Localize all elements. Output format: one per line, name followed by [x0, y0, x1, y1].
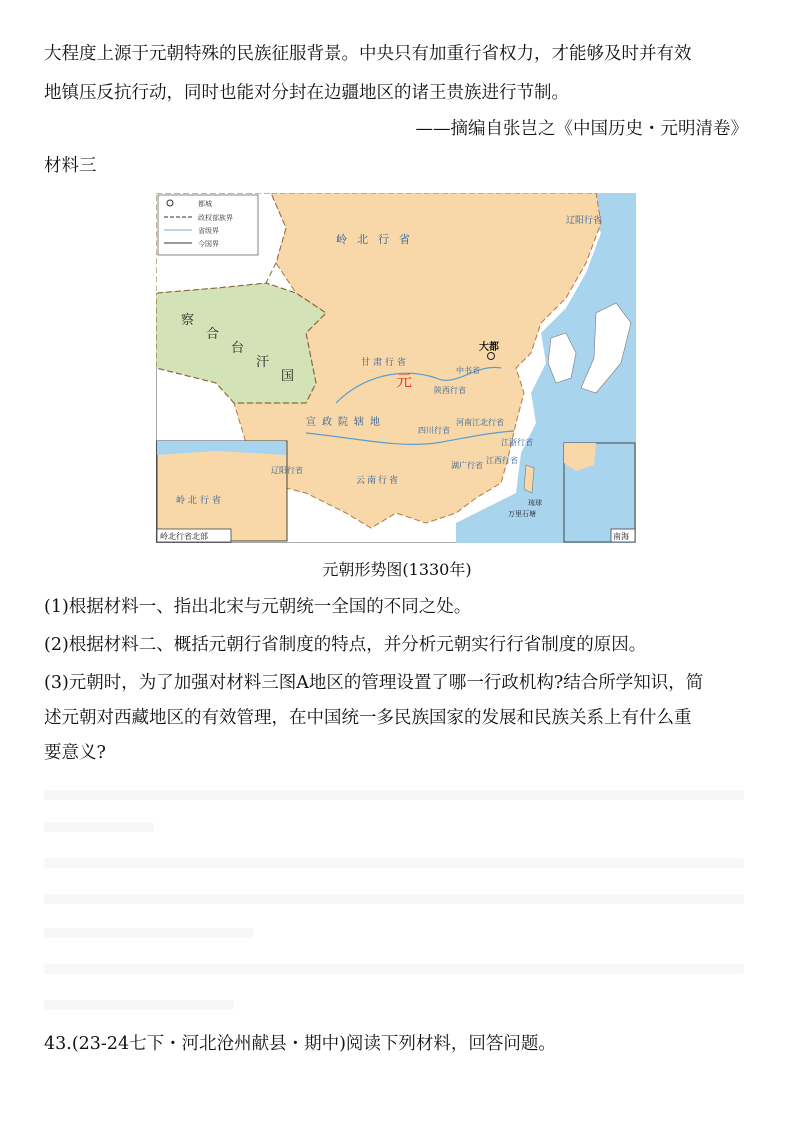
label-chagatai-2: 合 [206, 327, 220, 342]
question-43-heading: 43.(23-24七下・河北沧州献县・期中)阅读下列材料，回答问题。 [44, 1034, 556, 1054]
label-huguang: 湖广行省 [451, 461, 483, 470]
inset-title: 岭北行省北部 [160, 532, 208, 541]
label-wanli: 万里石塘 [508, 510, 536, 518]
label-chagatai-5: 国 [281, 369, 295, 384]
legend-division: 政权部族界 [198, 214, 233, 222]
label-liaoyang: 辽阳行省 [566, 216, 603, 226]
label-chagatai-3: 台 [231, 341, 245, 356]
faded-answer-block [44, 928, 254, 938]
label-dadu: 大都 [479, 342, 499, 353]
faded-answer-block [44, 790, 744, 800]
label-lingbei: 岭北行省 [336, 233, 420, 246]
legend-modern: 今国界 [198, 240, 219, 248]
question-3-line-3: 要意义? [44, 743, 106, 763]
taiwan-island [524, 465, 534, 493]
map-caption: 元朝形势图(1330年) [322, 560, 472, 579]
material-heading: 材料三 [44, 156, 97, 176]
label-jiangxi: 江西行省 [486, 456, 518, 465]
question-3-line-2: 述元朝对西藏地区的有效管理，在中国统一多民族国家的发展和民族关系上有什么重 [44, 708, 692, 728]
label-xuanzheng: 宣政院辖地 [306, 417, 386, 428]
label-jiangzhe: 江浙行省 [501, 438, 533, 447]
inset-nanhai-label: 南海 [613, 532, 629, 541]
paragraph-line-1: 大程度上源于元朝特殊的民族征服背景。中央只有加重行省权力，才能够及时并有效 [44, 44, 692, 64]
paragraph-line-2: 地镇压反抗行动，同时也能对分封在边疆地区的诸王贵族进行节制。 [44, 83, 569, 103]
inset-label-lingbei: 岭北行省 [176, 496, 225, 506]
label-sichuan: 四川行省 [418, 426, 450, 435]
label-yuan: 元 [396, 371, 413, 390]
inset-lingbei-north [157, 441, 287, 541]
question-1: (1)根据材料一、指出北宋与元朝统一全国的不同之处。 [44, 597, 472, 617]
label-chagatai-1: 察 [181, 313, 195, 328]
yuan-dynasty-map [156, 193, 636, 543]
inset-label-liaoyang: 辽阳行省 [271, 466, 303, 475]
label-shaanxi: 陕西行省 [434, 386, 466, 395]
label-yunnan: 云南行省 [356, 476, 401, 486]
legend-province: 省级界 [198, 227, 219, 235]
label-ryukyu: 琉球 [528, 499, 542, 507]
faded-answer-block [44, 964, 744, 974]
question-2: (2)根据材料二、概括元朝行省制度的特点，并分析元朝实行行省制度的原因。 [44, 635, 647, 655]
label-henan: 河南江北行省 [456, 418, 504, 427]
faded-answer-block [44, 894, 744, 904]
label-zhongshu: 中书省 [456, 366, 480, 375]
faded-answer-block [44, 1000, 234, 1010]
label-gansu: 甘肃行省 [361, 358, 410, 368]
legend-capital: 都城 [198, 200, 212, 208]
question-3-line-1: (3)元朝时，为了加强对材料三图A地区的管理设置了哪一行政机构?结合所学知识，简 [44, 673, 704, 693]
faded-answer-block [44, 858, 744, 868]
source-citation: ——摘编自张岂之《中国历史・元明清卷》 [415, 119, 748, 139]
label-chagatai-4: 汗 [256, 355, 270, 370]
faded-answer-block [44, 822, 154, 832]
